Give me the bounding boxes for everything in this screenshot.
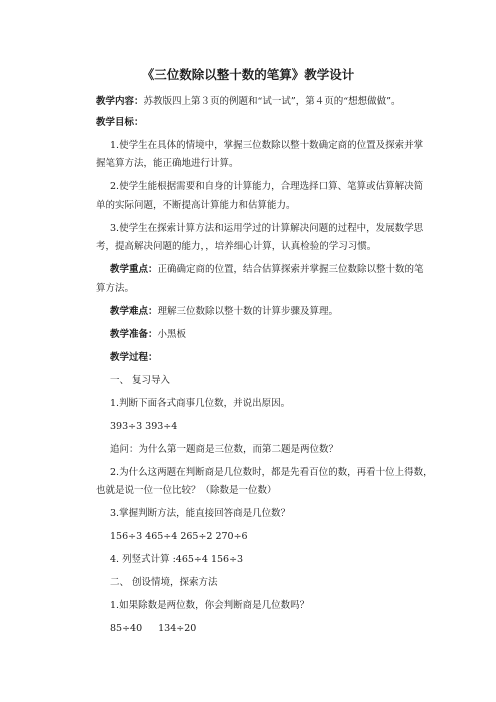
key-point-line-2: 算方法。 [96, 283, 135, 294]
teaching-process-label: 教学过程： [110, 352, 158, 363]
section-1-question-2-line-1: 2.为什么这两题在判断商是几位数时，都是先看百位的数，再看十位上得数， [110, 467, 433, 478]
exercise-item-b: 134÷20 [158, 623, 197, 634]
goal-3-line-2: 考，提高解决问题的能力，，培养细心计算，认真检验的学习习惯。 [96, 241, 377, 252]
section-1-question-1: 1.判断下面各式商事几位数，并说出原因。 [110, 398, 291, 409]
exercise-item-a: 85÷40 [110, 623, 143, 634]
teaching-prep [110, 328, 450, 341]
goal-2-line-1: 2.使学生能根据需要和自身的计算能力，合理选择口算、笔算或估算解决简 [110, 181, 424, 192]
teaching-goals-label: 教学目标： [96, 117, 144, 128]
teaching-content-label: 教学内容： [96, 96, 144, 107]
section-1-exercise-3: 156÷3 465÷4 265÷2 270÷6 [110, 531, 248, 542]
key-point-label: 教学重点： [110, 264, 158, 275]
section-1-question-4: 4. 列竖式计算 :465÷4 156÷3 [110, 554, 244, 565]
document-title: 《三位数除以整十数的笔算》教学设计 [141, 67, 355, 82]
difficult-point-text: 理解三位数除以整十数的计算步骤及算理。 [157, 306, 339, 317]
teaching-content [96, 95, 436, 108]
teaching-prep-text: 小黑板 [157, 329, 187, 340]
section-1-question-2-line-2: 也就是说一位一位比较？（除数是一位数） [96, 485, 277, 496]
teaching-content-text: 苏教版四上第３页的例题和“试一试”，第４页的“想想做做”。 [143, 96, 401, 107]
goal-3-line-1: 3.使学生在探索计算方法和运用学过的计算解决问题的过程中，发展数学思 [110, 223, 424, 234]
difficult-point [110, 305, 450, 318]
section-2-exercise-1 [110, 622, 450, 635]
goal-1-line-2: 握笔算方法，能正确地进行计算。 [96, 158, 239, 169]
section-1-exercise-1: 393÷3 393÷4 [110, 421, 178, 432]
teaching-prep-label: 教学准备： [110, 329, 158, 340]
section-2-heading: 二、 创设情境，探索方法 [110, 577, 218, 588]
section-2-question-1: 1.如果除数是两位数，你会判断商是几位数吗？ [110, 600, 310, 611]
goal-1-line-1: 1.使学生在具体的情境中，掌握三位数除以整十数确定商的位置及探索并掌 [110, 140, 424, 151]
section-1-question-3: 3.掌握判断方法，能直接回答商是几位数？ [110, 508, 291, 519]
key-point-text: 正确确定商的位置，结合估算探索并掌握三位数除以整十数的笔 [157, 264, 424, 275]
section-1-heading: 一、 复习导入 [110, 375, 171, 386]
goal-2-line-2: 单的实际问题，不断提高计算能力和估算能力。 [96, 200, 296, 211]
key-point-line-1 [110, 263, 450, 276]
section-1-follow-up: 追问：为什么第一题商是三位数，而第二题是两位数？ [110, 444, 339, 455]
difficult-point-label: 教学难点： [110, 306, 158, 317]
